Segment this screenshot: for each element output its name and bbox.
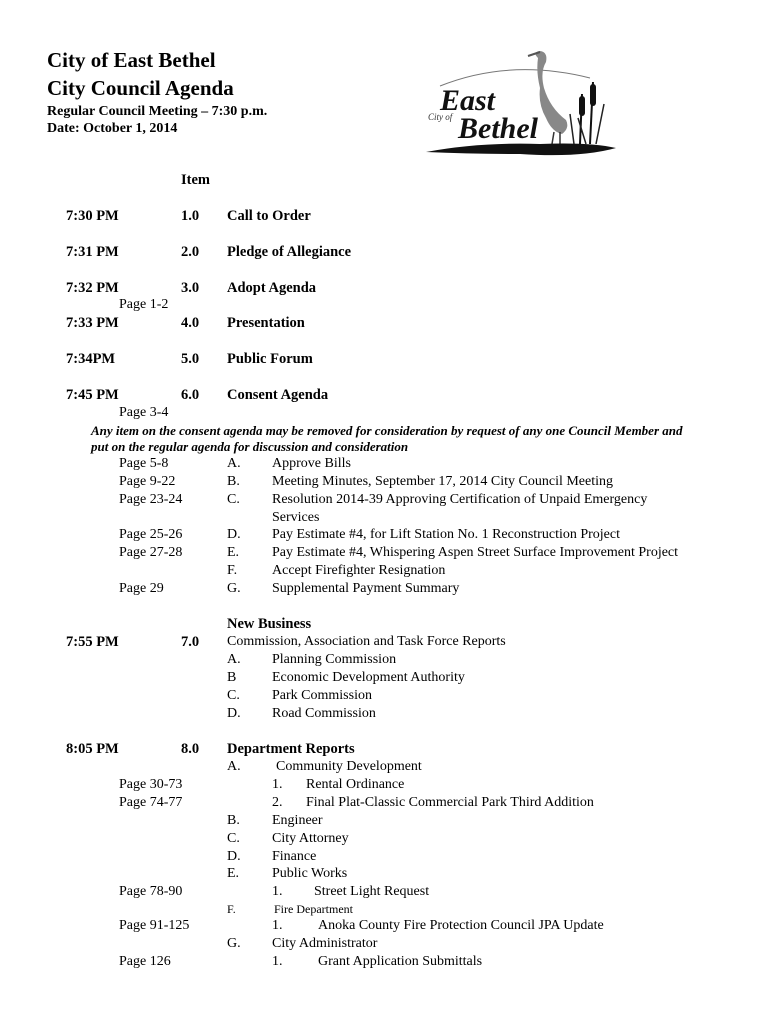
sub-letter: F.: [227, 563, 238, 578]
sub-item-text: Park Commission: [272, 688, 372, 703]
sub-item-text: Pay Estimate #4, Whispering Aspen Street Surface Improvement Project: [272, 545, 679, 560]
sub-letter: E.: [227, 866, 240, 881]
sub-letter: A.: [227, 759, 241, 774]
page-ref: Page 74-77: [119, 795, 183, 810]
sub-letter: A.: [227, 652, 241, 667]
sub-letter: B.: [227, 474, 240, 489]
sub-letter: D.: [227, 849, 241, 864]
item-title: Commission, Association and Task Force Reports: [227, 634, 506, 649]
sub-item-text: Community Development: [276, 759, 422, 774]
item-time: 7:33 PM: [66, 315, 119, 331]
item-title: Call to Order: [227, 208, 311, 224]
item-number: 5.0: [181, 351, 200, 367]
logo-text-city-of: City of: [428, 112, 453, 122]
item-title: Presentation: [227, 315, 305, 331]
sub-letter: D.: [227, 527, 241, 542]
meeting-date: Date: October 1, 2014: [47, 121, 178, 136]
item-number: 1.0: [181, 208, 200, 224]
east-bethel-logo: [420, 48, 620, 160]
sub-item-text: Road Commission: [272, 706, 376, 721]
sub-number: 1.: [272, 777, 283, 792]
sub-item-text: Engineer: [272, 813, 323, 828]
sub-item-text: Fire Department: [274, 902, 353, 916]
sub-letter: D.: [227, 706, 241, 721]
item-time: 7:55 PM: [66, 634, 119, 650]
sub-letter: B.: [227, 813, 240, 828]
sub-item-text: Economic Development Authority: [272, 670, 465, 685]
sub-letter: A.: [227, 456, 241, 471]
sub-item-text: Resolution 2014-39 Approving Certification of Unpaid Emergency: [272, 492, 648, 507]
page-ref: Page 30-73: [119, 777, 183, 792]
sub-item-text: Final Plat-Classic Commercial Park Third Addition: [306, 795, 594, 810]
sub-letter: B: [227, 670, 237, 685]
item-number: 2.0: [181, 244, 200, 260]
sub-item-text: Services: [272, 510, 320, 525]
page-ref: Page 91-125: [119, 918, 190, 933]
sub-letter: G.: [227, 581, 241, 596]
item-time: 7:45 PM: [66, 387, 119, 403]
sub-letter: F.: [227, 902, 236, 916]
city-name: City of East Bethel: [47, 48, 216, 72]
sub-item-text: City Administrator: [272, 936, 378, 951]
sub-letter: C.: [227, 492, 240, 507]
sub-letter: G.: [227, 936, 241, 951]
meeting-info: Regular Council Meeting – 7:30 p.m.: [47, 104, 268, 119]
logo-text-bethel: Bethel: [458, 112, 538, 145]
sub-item-text: Grant Application Submittals: [318, 954, 483, 969]
sub-item-text: Rental Ordinance: [306, 777, 405, 792]
sub-item-text: Anoka County Fire Protection Council JPA Update: [318, 918, 604, 933]
logo-text-east: East: [440, 84, 496, 117]
sub-item-text: Public Works: [272, 866, 348, 881]
item-time: 7:32 PM: [66, 280, 119, 296]
item-title: Department Reports: [227, 741, 355, 757]
item-title: Pledge of Allegiance: [227, 244, 352, 260]
item-time: 7:31 PM: [66, 244, 119, 260]
item-time: 7:34PM: [66, 351, 116, 367]
page-ref: Page 27-28: [119, 545, 183, 560]
page-ref: Page 5-8: [119, 456, 169, 471]
page-ref: Page 9-22: [119, 474, 176, 489]
sub-item-text: Pay Estimate #4, for Lift Station No. 1 Reconstruction Project: [272, 527, 620, 542]
item-number: 8.0: [181, 741, 200, 757]
sub-number: 1.: [272, 954, 283, 969]
sub-number: 1.: [272, 884, 283, 899]
sub-number: 1.: [272, 918, 283, 933]
sub-item-text: Finance: [272, 849, 317, 864]
page-ref: Page 126: [119, 954, 171, 969]
sub-item-text: Planning Commission: [272, 652, 397, 667]
sub-item-text: Accept Firefighter Resignation: [272, 563, 446, 578]
sub-letter: C.: [227, 831, 240, 846]
section-heading: New Business: [227, 616, 312, 632]
page-ref: Page 1-2: [119, 297, 169, 312]
sub-item-text: Street Light Request: [314, 884, 430, 899]
sub-item-text: Meeting Minutes, September 17, 2014 City Council Meeting: [272, 474, 614, 489]
sub-number: 2.: [272, 795, 283, 810]
sub-letter: C.: [227, 688, 240, 703]
item-title: Consent Agenda: [227, 387, 329, 403]
item-time: 7:30 PM: [66, 208, 119, 224]
item-column-header: Item: [181, 172, 210, 188]
consent-note: put on the regular agenda for discussion and consideration: [91, 439, 409, 454]
page-ref: Page 23-24: [119, 492, 183, 507]
page-ref: Page 25-26: [119, 527, 183, 542]
page-ref: Page 29: [119, 581, 164, 596]
item-number: 7.0: [181, 634, 200, 650]
item-title: Public Forum: [227, 351, 313, 367]
page-ref: Page 3-4: [119, 405, 169, 420]
item-time: 8:05 PM: [66, 741, 119, 757]
item-number: 4.0: [181, 315, 200, 331]
page-ref: Page 78-90: [119, 884, 183, 899]
agenda-title: City Council Agenda: [47, 76, 234, 100]
sub-item-text: Approve Bills: [272, 456, 351, 471]
sub-letter: E.: [227, 545, 240, 560]
item-title: Adopt Agenda: [227, 280, 317, 296]
item-number: 6.0: [181, 387, 200, 403]
sub-item-text: City Attorney: [272, 831, 349, 846]
item-number: 3.0: [181, 280, 200, 296]
sub-item-text: Supplemental Payment Summary: [272, 581, 460, 596]
consent-note: Any item on the consent agenda may be removed for consideration by request of any one Council Member and: [91, 423, 683, 438]
